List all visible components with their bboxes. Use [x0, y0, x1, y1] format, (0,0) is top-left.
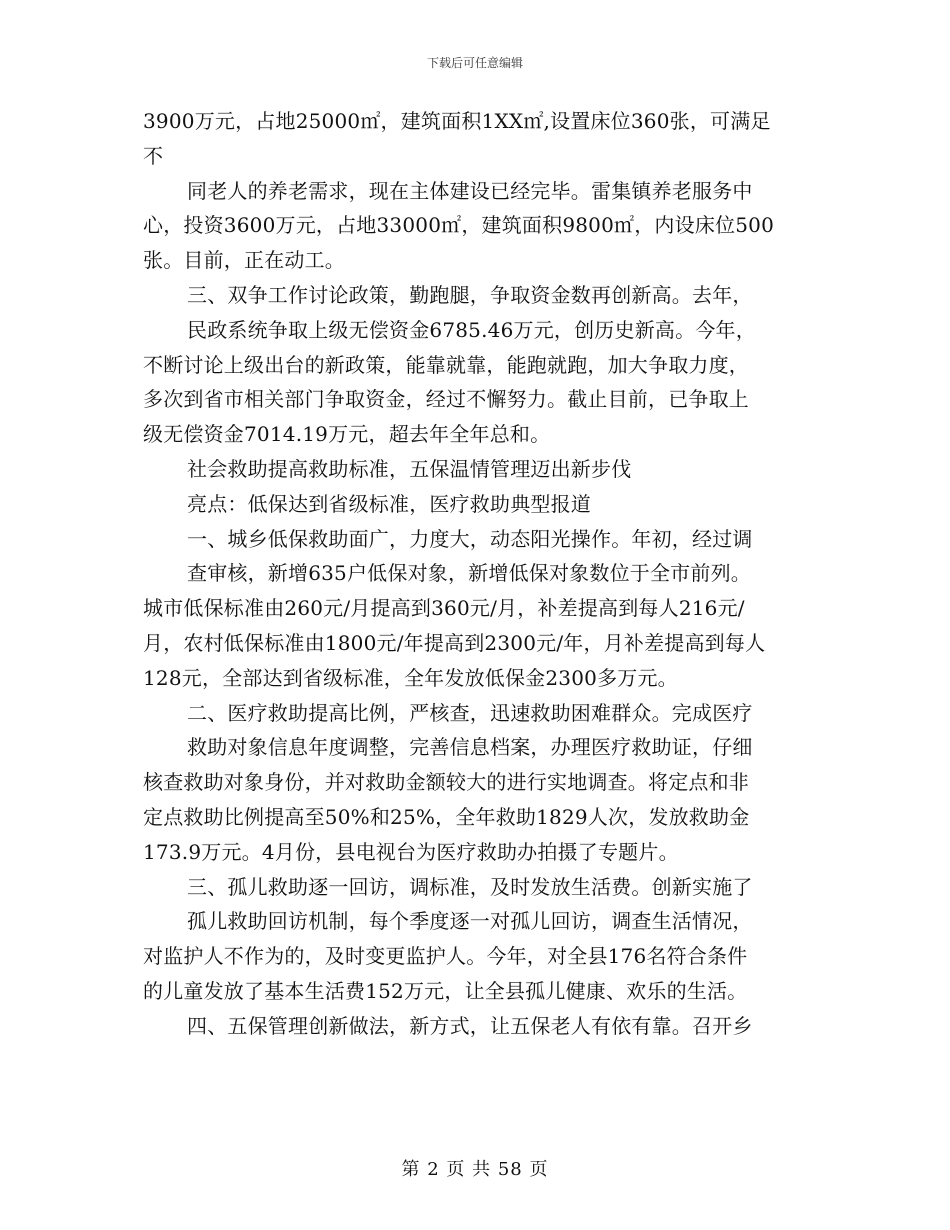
text-line: 三、孤儿救助逐一回访，调标准，及时发放生活费。创新实施了 [187, 874, 753, 899]
text-line: 定点救助比例提高至50%和25%，全年救助1829人次，发放救助金 [143, 804, 750, 829]
text-line: 一、城乡低保救助面广，力度大，动态阳光操作。年初，经过调 [187, 526, 753, 551]
text-line: 二、医疗救助提高比例，严核查，迅速救助困难群众。完成医疗 [187, 700, 753, 725]
text-line: 对监护人不作为的，及时变更监护人。今年，对全县176名符合条件 [143, 944, 748, 969]
page-number-footer: 第 2 页 共 58 页 [401, 1159, 549, 1180]
text-line: 月，农村低保标准由1800元/年提高到2300元/年，月补差提高到每人 [143, 630, 766, 655]
text-line: 128元，全部达到省级标准，全年发放低保金2300多万元。 [143, 665, 678, 690]
section-heading: 社会救助提高救助标准，五保温情管理迈出新步伐 [187, 456, 632, 481]
text-line: 张。目前，正在动工。 [143, 248, 345, 273]
text-line: 心，投资3600万元，占地33000㎡，建筑面积9800㎡，内设床位500 [143, 213, 774, 238]
text-line: 城市低保标准由260元/月提高到360元/月，补差提高到每人216元/ [143, 596, 745, 621]
text-line: 救助对象信息年度调整，完善信息档案，办理医疗救助证，仔细 [187, 735, 753, 760]
text-line: 不断讨论上级出台的新政策，能靠就靠，能跑就跑，加大争取力度， [143, 352, 749, 377]
text-line: 3900万元，占地25000㎡，建筑面积1XX㎡,设置床位360张，可满足 [143, 109, 771, 133]
highlight-line: 亮点：低保达到省级标准，医疗救助典型报道 [187, 491, 591, 516]
page-header-note: 下载后可任意编辑 [426, 56, 523, 70]
text-line: 四、五保管理创新做法，新方式，让五保老人有依有靠。召开乡 [187, 1013, 753, 1038]
text-line: 的儿童发放了基本生活费152万元，让全县孤儿健康、欢乐的生活。 [143, 978, 748, 1003]
text-line: 同老人的养老需求，现在主体建设已经完毕。雷集镇养老服务中 [187, 178, 753, 203]
text-line: 173.9万元。4月份，县电视台为医疗救助办拍摄了专题片。 [143, 839, 679, 864]
text-line: 级无偿资金7014.19万元，超去年全年总和。 [143, 422, 551, 447]
text-line: 核查救助对象身份，并对救助金额较大的进行实地调查。将定点和非 [143, 770, 749, 795]
text-line: 查审核，新增635户低保对象，新增低保对象数位于全市前列。 [187, 561, 751, 586]
text-line: 三、双争工作讨论政策，勤跑腿，争取资金数再创新高。去年， [187, 282, 753, 307]
document-body [143, 106, 815, 1046]
text-line: 多次到省市相关部门争取资金，经过不懈努力。截止目前，已争取上 [143, 387, 749, 412]
text-line: 不 [143, 143, 164, 168]
text-line: 孤儿救助回访机制，每个季度逐一对孤儿回访，调查生活情况， [187, 909, 753, 934]
text-line: 民政系统争取上级无偿资金6785.46万元，创历史新高。今年， [187, 317, 756, 342]
